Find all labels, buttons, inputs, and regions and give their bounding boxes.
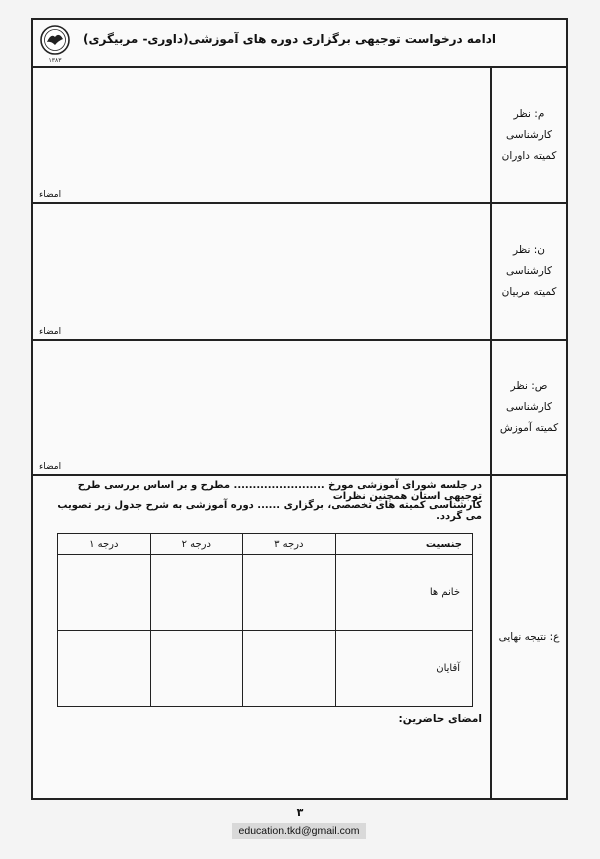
attendees-signature-label: امضای حاضرین: — [398, 713, 482, 725]
table-header-cell: درجه ۱ — [58, 534, 151, 555]
council-paragraph-line2: کارشناسی کمیته های تخصصی، برگزاری ...... دوره آموزشی به شرح جدول زیر تصویب می گردد. — [57, 500, 482, 522]
council-paragraph-line1: در جلسه شورای آموزشی مورخ ........................ مطرح و بر اساس بررسی طرح توجیهی استان همچنین نظرات — [77, 480, 482, 502]
table-cell — [150, 631, 243, 707]
table-header-cell: درجه ۲ — [150, 534, 243, 555]
coaches-committee-row — [33, 204, 566, 341]
table-header-cell: جنسیت — [335, 534, 472, 555]
table-cell — [150, 555, 243, 631]
table-cell — [243, 555, 336, 631]
table-row — [58, 555, 473, 631]
form-title: ادامه درخواست توجیهی برگزاری دوره های آموزشی(داوری- مربیگری) — [83, 32, 496, 46]
signature-label: امضاء — [39, 462, 62, 472]
final-result-label: ع: نتیجه نهایی — [490, 476, 566, 798]
table-cell — [243, 631, 336, 707]
table-cell — [58, 631, 151, 707]
education-committee-label: ص: نظر کارشناسی کمیته آموزش — [490, 341, 566, 474]
contact-email: education.tkd@gmail.com — [232, 823, 366, 839]
row-label-women: خانم ها — [335, 555, 472, 631]
page-number: ۳ — [296, 806, 304, 819]
table-cell — [58, 555, 151, 631]
table-header-row — [58, 534, 473, 555]
final-result-row — [33, 476, 566, 798]
referees-committee-row — [33, 68, 566, 204]
logo-caption: ۱۳۸۳ — [48, 57, 62, 64]
approval-table — [57, 533, 473, 707]
row-label-men: آقایان — [335, 631, 472, 707]
table-header-cell: درجه ۳ — [243, 534, 336, 555]
signature-label: امضاء — [39, 190, 62, 200]
signature-label: امضاء — [39, 327, 62, 337]
federation-logo-icon — [38, 24, 72, 64]
coaches-committee-label: ن: نظر کارشناسی کمیته مربیان — [490, 204, 566, 339]
form-frame — [31, 18, 568, 800]
referees-committee-label: م: نظر کارشناسی کمیته داوران — [490, 68, 566, 202]
form-header — [33, 20, 566, 68]
table-row — [58, 631, 473, 707]
education-committee-row — [33, 341, 566, 476]
